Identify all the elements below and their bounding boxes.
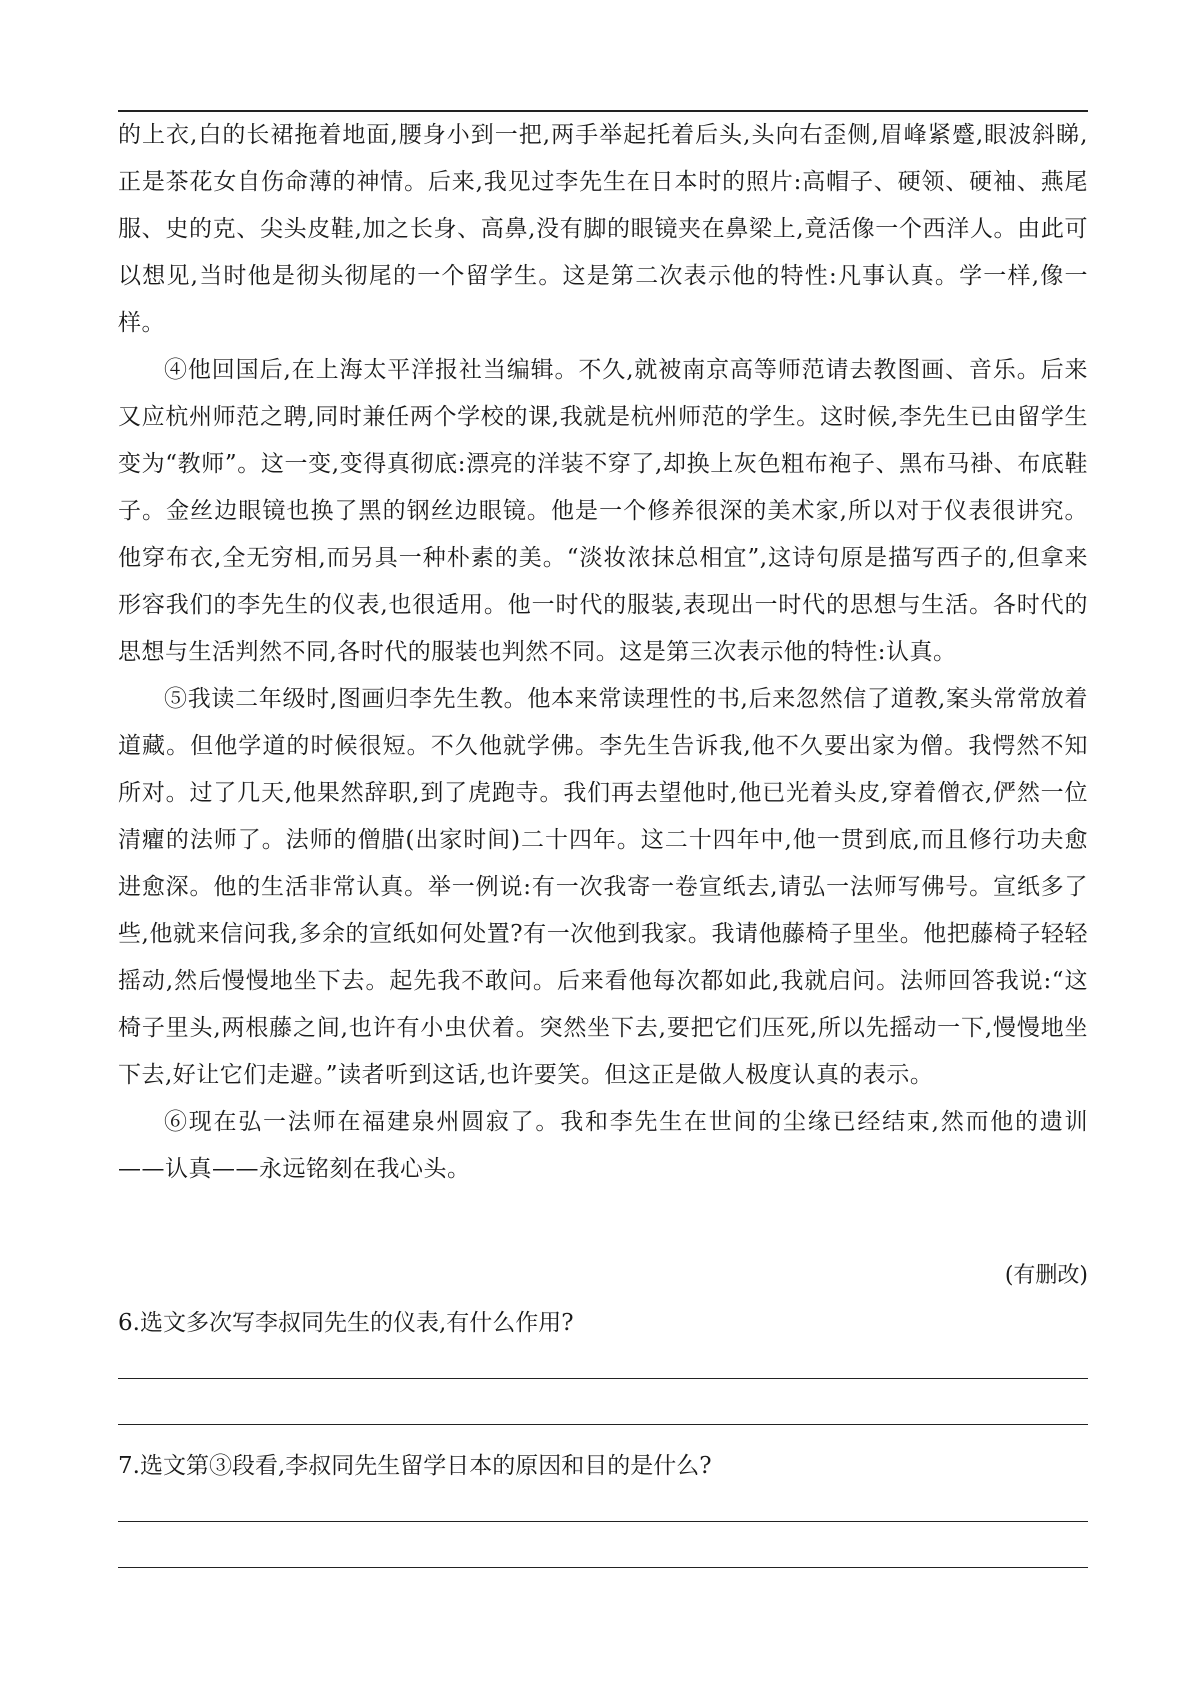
question-7: 7.选文第③段看,李叔同先生留学日本的原因和目的是什么? bbox=[118, 1453, 712, 1479]
paragraph-5: ⑤我读二年级时,图画归李先生教。他本来常读理性的书,后来忽然信了道教,案头常常放着道藏。但他学道的时候很短。不久他就学佛。李先生告诉我,他不久要出家为僧。我愕然不知所对。过了几天,他果然辞职,到了虎跑寺。我们再去望他时,他已光着头皮,穿着僧衣,俨然一位清癯的法师了。法师的僧腊(出家时间)二十四年。这二十四年中,他一贯到底,而且修行功夫愈进愈深。他的生活非常认真。举一例说:有一次我寄一卷宣纸去,请弘一法师写佛号。宣纸多了些,他就来信问我,多余的宣纸如何处置?有一次他到我家。我请他藤椅子里坐。他把藤椅子轻轻摇动,然后慢慢地坐下去。起先我不敢问。后来看他每次都如此,我就启问。法师回答我说:“这椅子里头,两根藤之间,也许有小虫伏着。突然坐下去,要把它们压死,所以先摇动一下,慢慢地坐下去,好让它们走避。”读者听到这话,也许要笑。但这正是做人极度认真的表示。 bbox=[118, 686, 1088, 1088]
paragraph-3-continued: 的上衣,白的长裙拖着地面,腰身小到一把,两手举起托着后头,头向右歪侧,眉峰紧蹙,眼波斜睇,正是茶花女自伤命薄的神情。后来,我见过李先生在日本时的照片:高帽子、硬领、硬袖、燕尾服、史的克、尖头皮鞋,加之长身、高鼻,没有脚的眼镜夹在鼻梁上,竟活像一个西洋人。由此可以想见,当时他是彻头彻尾的一个留学生。这是第二次表示他的特性:凡事认真。学一样,像一样。 bbox=[118, 122, 1088, 336]
answer-line-q6-1[interactable] bbox=[118, 1378, 1088, 1379]
answer-line-q7-2[interactable] bbox=[118, 1567, 1088, 1568]
paragraph-4: ④他回国后,在上海太平洋报社当编辑。不久,就被南京高等师范请去教图画、音乐。后来又应杭州师范之聘,同时兼任两个学校的课,我就是杭州师范的学生。这时候,李先生已由留学生变为“教师”。这一变,变得真彻底:漂亮的洋装不穿了,却换上灰色粗布袍子、黑布马褂、布底鞋子。金丝边眼镜也换了黑的钢丝边眼镜。他是一个修养很深的美术家,所以对于仪表很讲究。他穿布衣,全无穷相,而另具一种朴素的美。“淡妆浓抹总相宜”,这诗句原是描写西子的,但拿来形容我们的李先生的仪表,也很适用。他一时代的服装,表现出一时代的思想与生活。各时代的思想与生活判然不同,各时代的服装也判然不同。这是第三次表示他的特性:认真。 bbox=[118, 357, 1088, 665]
answer-line-q6-2[interactable] bbox=[118, 1424, 1088, 1425]
source-note: (有删改) bbox=[1004, 1263, 1088, 1288]
passage-body bbox=[118, 112, 1088, 1193]
paragraph-6: ⑥现在弘一法师在福建泉州圆寂了。我和李先生在世间的尘缘已经结束,然而他的遗训——认真——永远铭刻在我心头。 bbox=[118, 1109, 1088, 1182]
question-6: 6.选文多次写李叔同先生的仪表,有什么作用? bbox=[118, 1310, 574, 1336]
answer-line-q7-1[interactable] bbox=[118, 1521, 1088, 1522]
